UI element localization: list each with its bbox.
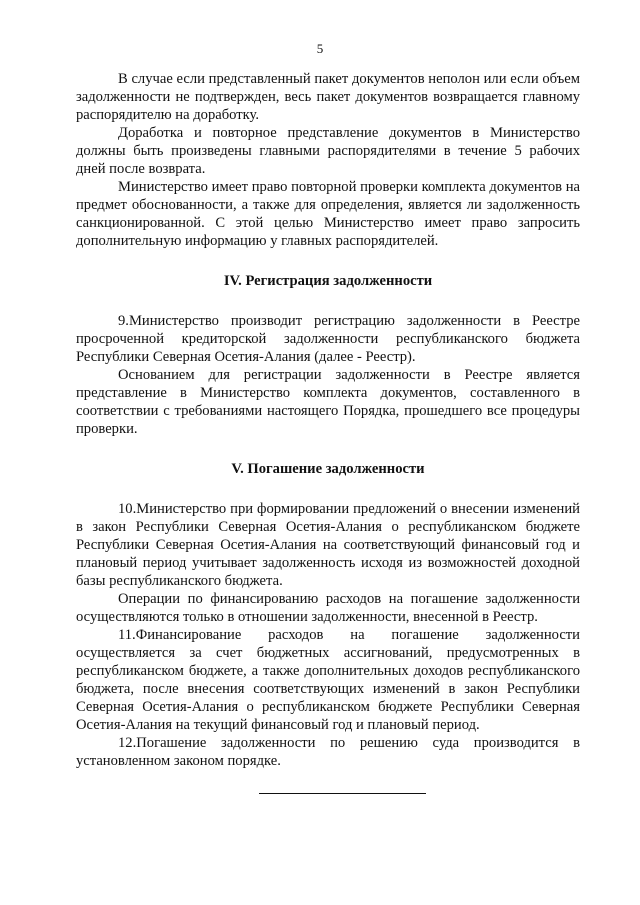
- section-heading-iv: IV. Регистрация задолженности: [223, 273, 433, 289]
- paragraph-item-12: 12.Погашение задолженности по решению суда производится в установленном законом порядке.: [76, 735, 580, 769]
- page-content: [76, 70, 580, 770]
- paragraph-item-11: 11.Финансирование расходов на погашение задолженности осуществляется за счет бюджетных ассигнований, предусмотренных в республиканском бюджете, а также дополнительных доходов республиканского бюджета, после внесения соответствующих изменений в закон Республики Северная Осетия-Алания о республиканском бюджете Республики Северная Осетия-Алания на текущий финансовый год и плановый период.: [76, 627, 580, 733]
- paragraph: В случае если представленный пакет документов неполон или если объем задолженности не подтвержден, весь пакет документов возвращается главному распорядителю на доработку.: [76, 71, 580, 123]
- paragraph: Основанием для регистрации задолженности в Реестре является представление в Министерство комплекта документов, составленного в соответствии с требованиями настоящего Порядка, прошедшего все процедуры проверки.: [76, 367, 580, 437]
- paragraph: Операции по финансированию расходов на погашение задолженности осуществляются только в отношении задолженности, внесенной в Реестр.: [76, 591, 580, 625]
- paragraph: Министерство имеет право повторной проверки комплекта документов на предмет обоснованности, а также для определения, является ли задолженность санкционированной. С этой целью Министерство имеет право запросить дополнительную информацию у главных распорядителей.: [76, 179, 580, 249]
- paragraph: Доработка и повторное представление документов в Министерство должны быть произведены главными распорядителями в течение 5 рабочих дней после возврата.: [76, 125, 580, 177]
- section-heading-v: V. Погашение задолженности: [231, 461, 425, 477]
- paragraph-item-10: 10.Министерство при формировании предложений о внесении изменений в закон Республики Северная Осетия-Алания о республиканском бюджете Республики Северная Осетия-Алания на соответствующий финансовый год и плановый период учитывает задолженность исходя из возможностей доходной базы республиканского бюджета.: [76, 501, 580, 589]
- end-divider: [259, 793, 426, 794]
- paragraph-item-9: 9.Министерство производит регистрацию задолженности в Реестре просроченной кредиторской задолженности республиканского бюджета Республики Северная Осетия-Алания (далее - Реестр).: [76, 313, 580, 365]
- page-number: 5: [316, 41, 324, 56]
